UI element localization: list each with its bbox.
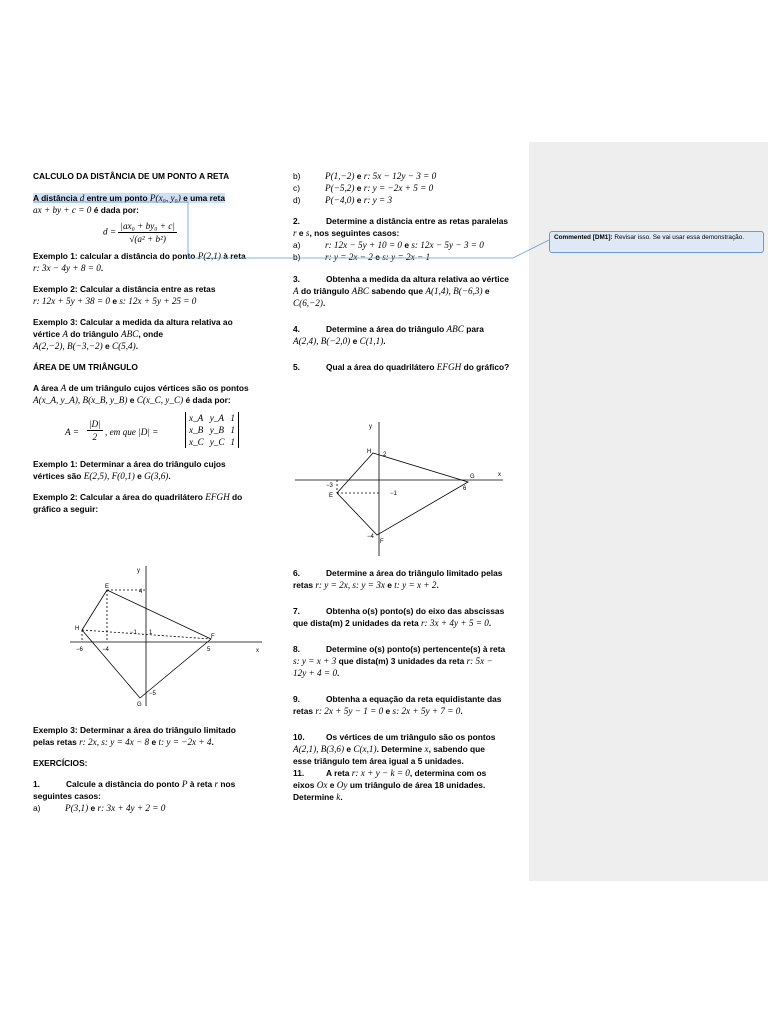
distance-intro: A distância d entre um ponto P(x₀, y₀) e uma reta ax + by + c = 0 é dada por:	[33, 193, 226, 215]
tick-label-neg4: −4	[367, 534, 374, 540]
section-title-distance: CALCULO DA DISTÂNCIA DE UM PONTO A RETA	[33, 171, 230, 181]
comment-author: Commented [DM1]:	[554, 234, 613, 241]
area-intro: A área A de um triângulo cujos vértices são os pontos A(x_A, y_A), B(x_B, y_B) e C(x_C, y_C) é dada por:	[33, 383, 249, 405]
comment-connector	[33, 196, 553, 262]
exercise-1: 1. Calcule a distância do ponto P à reta r nos seguintes casos:	[33, 779, 236, 801]
exercise-2: 2. Determine a distância entre as retas paralelas r e s, nos seguintes casos:	[293, 216, 509, 238]
vertex-label-f: F	[380, 539, 384, 545]
distance-formula: d = $\frac{\text{|ax₀ + by₀ + c|}}{\text{√(a² + b²)}}$	[103, 221, 175, 244]
exercise-4: 4. Determine a área do triângulo ABC para A(2,4), B(−2,0) e C(1,1).	[293, 324, 484, 346]
exercise-2a: a) r: 12x − 5y + 10 = 0 e s: 12x − 5y − 3 = 0	[293, 240, 484, 250]
tick-label-neg4: −4	[102, 647, 109, 653]
exercise-10: 10. Os vértices de um triângulo são os pontos A(2,1), B(3,6) e C(x,1). Determine x, sabendo que esse triângulo tem área igual a 5 unidades.	[293, 732, 496, 766]
axis-label-x: x	[498, 472, 501, 478]
vertex-label-f: F	[211, 634, 215, 640]
vertex-label-e: E	[105, 584, 110, 590]
exercise-1a: a) P(3,1) e r: 3x + 4y + 2 = 0	[33, 803, 166, 813]
exercise-2b: b) r: y = 2x − 2 e s: y = 2x − 1	[293, 252, 431, 262]
example-2-distance: Exemplo 2: Calcular a distância entre as retas r: 12x + 5y + 38 = 0 e s: 12x + 5y + 25 = 0	[33, 284, 216, 306]
tick-label-6: 6	[463, 486, 467, 492]
exercises-title: EXERCÍCIOS:	[33, 758, 88, 768]
area-example-2: Exemplo 2: Calcular a área do quadrilátero EFGH do gráfico a seguir:	[33, 492, 243, 514]
exercise-11: 11. A reta r: x + y − k = 0, determina com os eixos Ox e Oy um triângulo de área 18 unidades. Determine k.	[293, 768, 487, 802]
quadrilateral-efgh	[82, 590, 211, 698]
axis-label-y: y	[137, 568, 140, 574]
exercise-3: 3. Obtenha a medida da altura relativa ao vértice A do triângulo ABC sabendo que A(1,4), B(−6,3) e C(6,−2).	[293, 274, 509, 308]
tick-label-2: 2	[383, 452, 387, 458]
tick-label-5: 5	[207, 647, 211, 653]
tick-label-4: 4	[139, 589, 143, 595]
exercise-5: 5. Qual a área do quadrilátero EFGH do gráfico?	[293, 362, 510, 372]
exercise-1b: b) P(1,−2) e r: 5x − 12y − 3 = 0	[293, 171, 437, 181]
tick-label-1: 1	[149, 630, 153, 636]
right-column-bottom	[293, 567, 523, 803]
comment-anchor-line	[33, 202, 549, 258]
comment-text: Revisar isso. Se vai usar essa demonstração.	[614, 234, 745, 241]
tick-label-neg5: −5	[149, 691, 156, 697]
tick-label-neg6: −6	[76, 647, 83, 653]
section-title-area: ÁREA DE UM TRIÂNGULO	[33, 362, 138, 372]
diagonal-hg	[82, 630, 211, 639]
vertex-label-g: G	[137, 702, 142, 708]
tick-label-neg3: −3	[326, 483, 333, 489]
determinant-matrix: x_A y_A 1 x_B y_B 1 x_C y_C 1	[185, 412, 239, 448]
vertex-label-g: G	[470, 474, 475, 480]
exercise-1c: c) P(−5,2) e r: y = −2x + 5 = 0	[293, 183, 434, 193]
tick-label-neg1: −1	[390, 491, 397, 497]
example-3-height: Exemplo 3: Calcular a medida da altura relativa ao vértice A do triângulo ABC, onde A(2,−2), B(−3,−2) e C(5,4).	[33, 317, 233, 351]
vertex-label-e: E	[329, 493, 334, 499]
exercise-8: 8. Determine o(s) ponto(s) pertencente(s) à reta s: y = x + 3 que dista(m) 3 unidades da reta r: 5x − 12y + 4 = 0.	[293, 644, 506, 678]
area-determinant-formula: A = $\frac{|D|}{2}$ , em que |D| = x_A y_A 1 x_B y_B 1 x_C y_C 1	[65, 412, 268, 452]
exercise-6: 6. Determine a área do triângulo limitado pelas retas r: y = 2x, s: y = 3x e t: y = x + 2.	[293, 568, 503, 590]
area-example-1: Exemplo 1: Determinar a área do triângulo cujos vértices são E(2,5), F(0,1) e G(3,6).	[33, 459, 226, 481]
tick-label-neg1: −1	[130, 630, 137, 636]
example-1-distance: Exemplo 1: calcular a distância do ponto P(2,1) à reta r: 3x − 4y + 8 = 0.	[33, 251, 246, 273]
axis-label-x: x	[256, 648, 259, 654]
review-comment[interactable]	[549, 231, 764, 253]
quadrilateral-graph-right	[293, 420, 507, 560]
area-example-3: Exemplo 3: Determinar a área do triângulo limitado pelas retas r: 2x, s: y = 4x − 8 e t: y = −2x + 4.	[33, 725, 236, 747]
exercise-9: 9. Obtenha a equação da reta equidistante das retas r: 2x + 5y − 1 = 0 e s: 2x + 5y + 7 = 0.	[293, 694, 502, 716]
vertex-label-h: H	[367, 449, 372, 455]
left-column-bottom	[33, 724, 268, 814]
vertex-label-h: H	[75, 626, 80, 632]
quadrilateral-efgh	[337, 453, 468, 535]
exercise-1d: d) P(−4,0) e r: y = 3	[293, 195, 393, 205]
axis-label-y: y	[369, 424, 372, 430]
quadrilateral-graph-left	[66, 560, 266, 710]
exercise-7: 7. Obtenha o(s) ponto(s) do eixo das abscissas que dista(m) 2 unidades da reta r: 3x + 4y + 5 = 0.	[293, 606, 505, 628]
